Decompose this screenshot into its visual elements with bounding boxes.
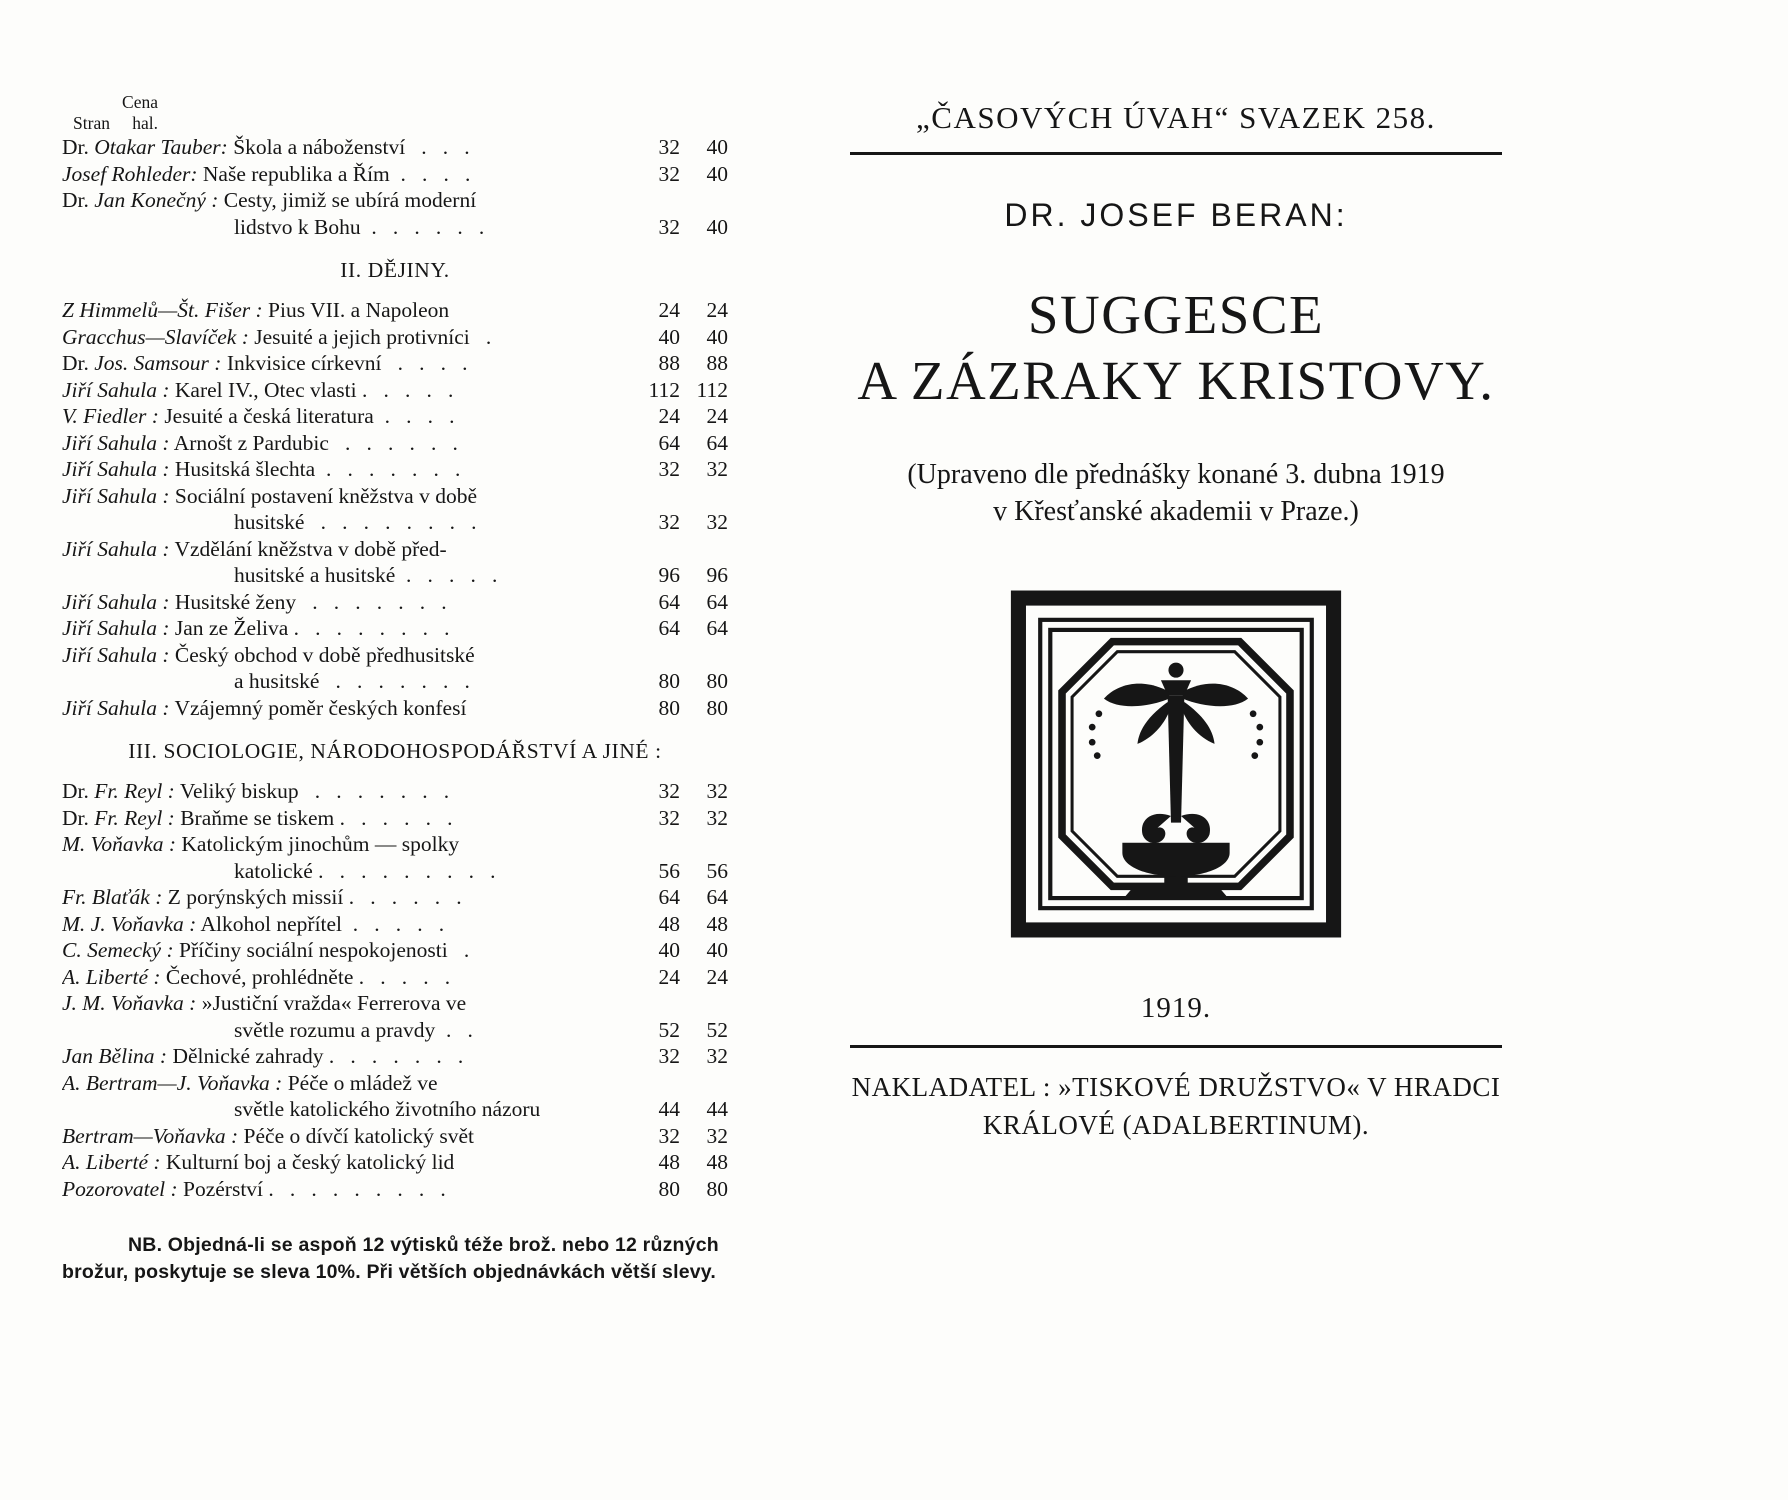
catalog-row [62,1043,728,1070]
price-value [680,831,728,858]
publisher-line-1: NAKLADATEL : »TISKOVÉ DRUŽSTVO« V HRADCI [851,1072,1501,1102]
header-spacer [62,92,110,113]
author-name: Bertram—Voňavka : [62,1123,239,1148]
price-value: 40 [706,324,728,349]
pages-value: 88 [658,351,680,375]
title-page [850,100,1502,1144]
entry-text: husitské a husitské . . . . . [234,563,498,587]
author-name: Fr. Reyl : [94,805,175,830]
author-name: Jiří Sahula : [62,483,170,508]
pages-value: 32 [658,1123,680,1148]
pages-value [632,990,680,1017]
catalog-row [62,536,728,563]
author-name: Z Himmelů—Št. Fišer : [62,298,263,322]
price-value: 80 [706,669,728,693]
entry-text: Jiří Sahula : Vzdělání kněžstva v době před- [62,536,447,561]
pages-value: 40 [658,938,680,962]
price-value: 88 [706,351,728,375]
entry-text: A. Liberté : Kulturní boj a český katolický lid [62,1150,455,1174]
pages-value: 80 [658,1176,680,1201]
pages-value: 48 [658,911,680,936]
entry-text: Jiří Sahula : Vzájemný poměr českých konfesí [62,695,467,720]
author-name: Otakar Tauber: [94,135,228,159]
pages-value: 80 [658,669,680,693]
catalog-row [62,858,728,885]
catalog-row [62,134,728,161]
entry-text: Dr. Fr. Reyl : Braňme se tiskem . . . . . . [62,805,453,830]
catalog-row [62,324,728,351]
entry-text: Jiří Sahula : Arnošt z Pardubic . . . . . . [62,430,458,455]
price-value: 32 [706,457,728,481]
catalog-row [62,509,728,536]
pages-value: 32 [658,161,680,186]
price-value: 48 [706,911,728,936]
pages-value: 112 [648,377,680,402]
entry-text: Jiří Sahula : Jan ze Želiva . . . . . . . . [62,616,450,640]
entry-text: C. Semecký : Příčiny sociální nespokojenosti . [62,938,470,962]
pages-value: 64 [658,616,680,640]
publisher-emblem-icon [1008,588,1344,940]
author-name: M. Voňavka : [62,832,177,856]
pages-value: 32 [658,214,680,239]
price-value: 40 [706,214,728,239]
price-value [680,536,728,563]
entry-text: M. Voňavka : Katolickým jinochům — spolky [62,832,460,856]
catalog-row [62,911,728,938]
author-name: A. Liberté : [62,1150,161,1174]
price-value [680,990,728,1017]
pages-value: 32 [658,510,680,534]
author-name: Jiří Sahula : [62,616,170,640]
year-line: 1919. [1140,992,1212,1024]
pages-value: 32 [658,1044,680,1068]
price-value: 64 [706,589,728,614]
catalog-row [62,562,728,589]
price-value: 32 [706,510,728,534]
author-name: Josef Rohleder: [62,161,198,186]
pages-value: 44 [658,1097,680,1121]
entry-text: Bertram—Voňavka : Péče o dívčí katolický svět [62,1123,474,1148]
catalog-row [62,1123,728,1150]
price-value: 48 [706,1150,728,1174]
entry-text: Dr. Jan Konečný : Cesty, jimiž se ubírá moderní [62,188,477,212]
catalog-row [62,214,728,241]
catalog-row [62,937,728,964]
divider-rule-top [850,152,1502,155]
author-name: Jiří Sahula : [62,377,170,402]
price-value: 32 [706,1044,728,1068]
entry-text: Fr. Blaťák : Z porýnských missií . . . . . . [62,885,462,909]
entry-text: M. J. Voňavka : Alkohol nepřítel . . . . . [62,911,445,936]
author-line: DR. JOSEF BERAN: [1004,197,1348,233]
price-value: 112 [696,377,728,402]
catalog-row [62,589,728,616]
price-value: 24 [706,298,728,322]
series-header: „ČASOVÝCH ÚVAH“ SVAZEK 258. [916,100,1436,135]
price-value [680,642,728,669]
entry-text: A. Bertram—J. Voňavka : Péče o mládež ve [62,1070,438,1095]
pages-value: 24 [658,298,680,322]
entry-text: J. M. Voňavka : »Justiční vražda« Ferrerova ve [62,991,467,1015]
pages-value: 32 [658,805,680,830]
pages-value [632,642,680,669]
catalog-row [62,297,728,324]
book-title-line-2: A ZÁZRAKY KRISTOVY. [857,350,1495,411]
price-column-label: Cena [122,92,158,112]
entry-text: lidstvo k Bohu . . . . . . [234,214,485,239]
pages-value [632,483,680,510]
catalog-row [62,483,728,510]
author-name: Fr. Blaťák : [62,885,163,909]
entry-text: a husitské . . . . . . . [234,669,470,693]
price-value [680,483,728,510]
emblem-ornament [1089,663,1263,900]
entry-text: husitské . . . . . . . . [234,510,477,534]
entry-text: Jiří Sahula : Husitská šlechta . . . . . . . [62,457,461,481]
pages-value: 64 [658,430,680,455]
catalog-row [62,695,728,722]
price-value: 32 [706,805,728,830]
pages-value: 80 [658,695,680,720]
entry-text: Jiří Sahula : Český obchod v době předhusitské [62,642,475,667]
catalog-row [62,831,728,858]
catalog-row [62,377,728,404]
note-line-2: brožur, poskytuje se sleva 10%. Při větších objednávkách větší slevy. [62,1261,716,1283]
author-name: V. Fiedler : [62,404,159,428]
subtitle [850,456,1502,530]
catalog-row [62,990,728,1017]
pages-value: 32 [658,135,680,159]
price-value: 40 [706,135,728,159]
price-value: 80 [706,695,728,720]
entry-text: Pozorovatel : Pozérství . . . . . . . . . [62,1176,446,1201]
catalog-row [62,430,728,457]
pages-value [632,187,680,214]
price-value: 32 [706,779,728,803]
pages-value: 32 [658,457,680,481]
catalog-row [62,884,728,911]
entry-text: světle katolického životního názoru [234,1097,541,1121]
printer-mark-icon [1008,588,1344,940]
catalog-row [62,778,728,805]
author-name: Jiří Sahula : [62,457,170,481]
catalog-row [62,805,728,832]
author-name: C. Semecký : [62,938,174,962]
pages-value: 56 [658,858,680,883]
price-value: 64 [706,616,728,640]
publisher-line-2: KRÁLOVÉ (ADALBERTINUM). [982,1110,1370,1140]
pages-value: 24 [658,404,680,428]
price-value: 44 [706,1097,728,1121]
entry-text: Jiří Sahula : Husitské ženy . . . . . . . [62,589,447,614]
subtitle-line-1: (Upraveno dle přednášky konané 3. dubna 1919 [907,459,1445,490]
entry-text: Gracchus—Slavíček : Jesuité a jejich protivníci . [62,324,492,349]
pages-value: 40 [658,324,680,349]
price-value: 64 [706,430,728,455]
author-name: M. J. Voňavka : [62,911,197,936]
entry-text: Z Himmelů—Št. Fišer : Pius VII. a Napoleon [62,298,450,322]
column-header-row-2 [62,113,728,134]
entry-text: Jan Bělina : Dělnické zahrady . . . . . . . [62,1044,464,1068]
column-header-row-1 [62,92,728,113]
entry-text: A. Liberté : Čechové, prohlédněte . . . . . [62,964,451,989]
catalog-row [62,350,728,377]
pages-value: 64 [658,885,680,909]
catalog-row [62,456,728,483]
price-value: 52 [706,1017,728,1042]
catalog-row [62,1149,728,1176]
pages-value: 52 [658,1017,680,1042]
author-name: Jan Konečný : [94,188,219,212]
entry-text: Dr. Jos. Samsour : Inkvisice církevní . . . . [62,351,468,375]
author-name: Jos. Samsour : [94,351,222,375]
author-name: A. Bertram—J. Voňavka : [62,1070,283,1095]
catalog-row [62,1017,728,1044]
pages-value [632,831,680,858]
entry-text: katolické . . . . . . . . . [234,858,496,883]
entry-text: Jiří Sahula : Karel IV., Otec vlasti . . . . . [62,377,454,402]
note-line-1: NB. Objedná-li se aspoň 12 výtisků téže brož. nebo 12 různých [128,1234,719,1256]
entry-text: Josef Rohleder: Naše republika a Řím . . . . [62,161,471,186]
price-value: 80 [706,1176,728,1201]
bulk-discount-note [62,1232,728,1286]
author-name: A. Liberté : [62,964,161,989]
catalog-row [62,668,728,695]
entry-text: V. Fiedler : Jesuité a česká literatura . . . . [62,404,455,428]
entry-text: Jiří Sahula : Sociální postavení kněžstva v době [62,483,477,508]
price-value: 40 [706,161,728,186]
pages-value: 32 [658,779,680,803]
catalog-row [62,403,728,430]
catalog-row [62,187,728,214]
author-name: Jiří Sahula : [62,695,170,720]
price-value [680,187,728,214]
author-name: J. M. Voňavka : [62,991,197,1015]
author-name: Jiří Sahula : [62,536,170,561]
author-name: Fr. Reyl : [94,779,175,803]
price-unit-label: hal. [132,113,158,133]
catalog-row [62,964,728,991]
section-heading: III. SOCIOLOGIE, NÁRODOHOSPODÁŘSTVÍ A JINÉ : [128,739,662,763]
price-value: 96 [706,563,728,587]
price-value: 24 [706,404,728,428]
author-name: Jan Bělina : [62,1044,168,1068]
pages-column-label: Stran [73,113,110,133]
author-name: Jiří Sahula : [62,589,170,614]
pages-value [632,536,680,563]
catalog-row [62,1176,728,1203]
pages-value: 48 [658,1150,680,1174]
section-heading: II. DĚJINY. [340,258,450,282]
price-value: 24 [706,964,728,989]
price-value: 56 [706,858,728,883]
pages-value: 24 [658,964,680,989]
catalog-row [62,1070,728,1097]
price-value: 32 [706,1123,728,1148]
book-title-line-1: SUGGESCE [1027,284,1325,345]
pages-value: 64 [658,589,680,614]
publisher-block [850,1068,1502,1144]
author-name: Pozorovatel : [62,1176,178,1201]
price-value: 64 [706,885,728,909]
entry-text: Dr. Fr. Reyl : Veliký biskup . . . . . . . [62,779,450,803]
author-name: Jiří Sahula : [62,642,170,667]
catalog-rows [62,134,728,1202]
divider-rule-bottom [850,1045,1502,1048]
pages-value: 96 [658,563,680,587]
catalog-row [62,615,728,642]
author-name: Jiří Sahula : [62,430,170,455]
subtitle-line-2: v Křesťanské akademii v Praze.) [993,496,1359,527]
pages-value [632,1070,680,1097]
catalog-row [62,161,728,188]
entry-text: světle rozumu a pravdy . . [234,1017,473,1042]
entry-text: Dr. Otakar Tauber: Škola a náboženství . . . [62,135,470,159]
catalog-page [62,92,728,1286]
price-value: 40 [706,938,728,962]
catalog-row [62,1096,728,1123]
price-value [680,1070,728,1097]
book-title [850,282,1502,414]
catalog-row [62,642,728,669]
author-name: Gracchus—Slavíček : [62,324,249,349]
